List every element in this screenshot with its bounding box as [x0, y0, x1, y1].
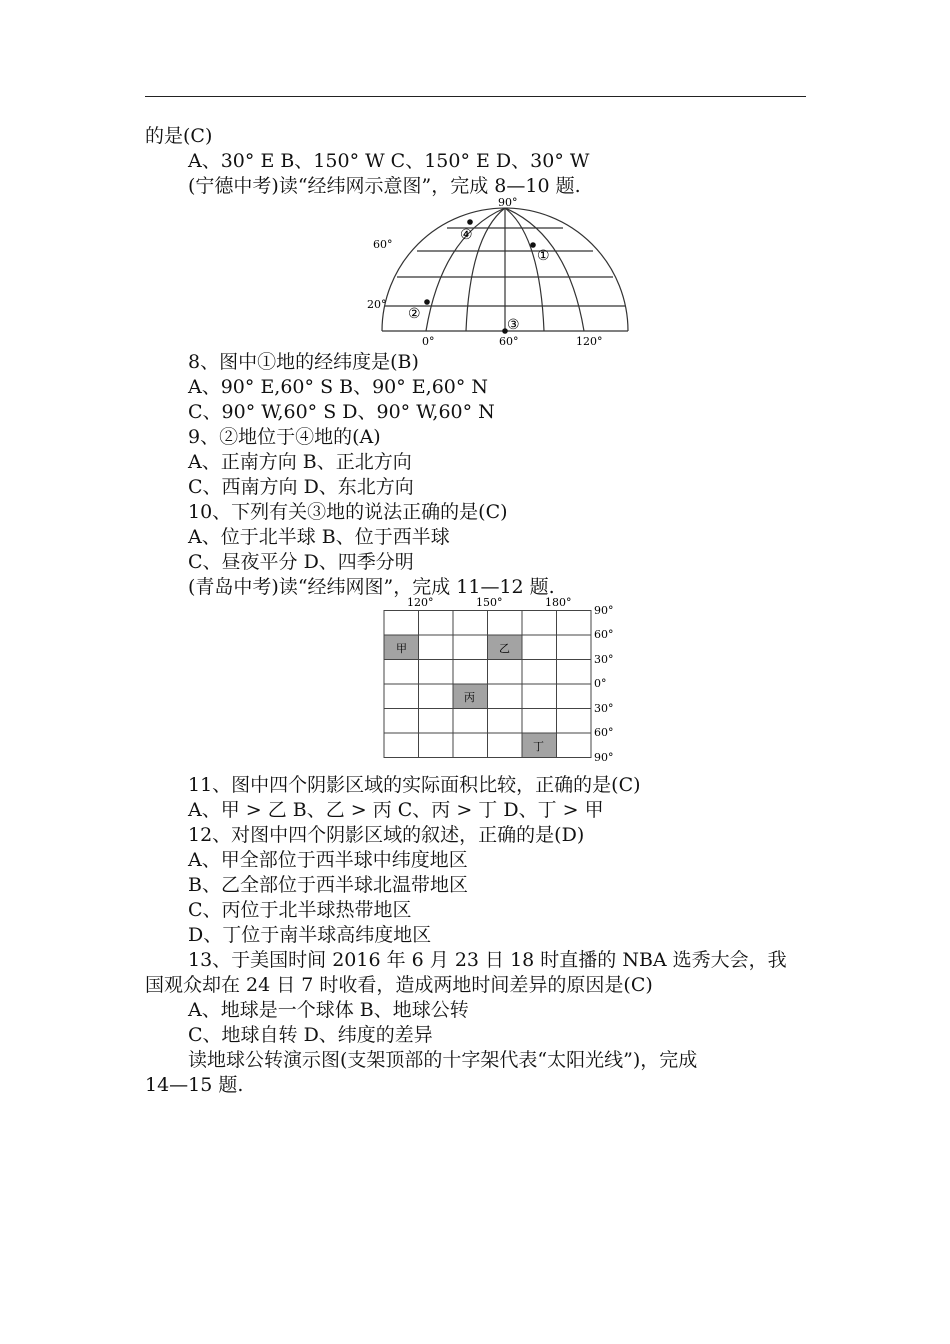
point-4-dot — [467, 219, 473, 225]
text-line: 读地球公转演示图(支架顶部的十字架代表“太阳光线”)，完成 — [188, 1049, 698, 1071]
lon-label-0: 0° — [422, 335, 435, 348]
text-line: A、90° E,60° S B、90° E,60° N — [188, 376, 489, 398]
lat-label-90: 90° — [498, 196, 518, 209]
text-line: 12、对图中四个阴影区域的叙述，正确的是(D) — [188, 824, 585, 846]
lon-label-120: 120° — [576, 335, 603, 348]
text-line: C、西南方向 D、东北方向 — [188, 476, 414, 498]
point-3-label: ③ — [507, 317, 520, 333]
lon-label-60: 60° — [499, 335, 519, 348]
text-line: A、甲全部位于西半球中纬度地区 — [188, 849, 468, 871]
graticule-grid-figure — [378, 595, 648, 767]
text-line: 11、图中四个阴影区域的实际面积比较，正确的是(C) — [188, 774, 641, 796]
point-2-dot — [424, 299, 430, 305]
text-line: A、正南方向 B、正北方向 — [188, 451, 412, 473]
cell-label-ding: 丁 — [533, 740, 544, 753]
cell-label-yi: 乙 — [499, 642, 510, 655]
text-line: A、位于北半球 B、位于西半球 — [188, 526, 450, 548]
text-line: B、乙全部位于西半球北温带地区 — [188, 874, 468, 896]
text-line: C、昼夜平分 D、四季分明 — [188, 551, 414, 573]
text-line: A、地球是一个球体 B、地球公转 — [188, 999, 469, 1021]
point-1-label: ① — [537, 248, 550, 264]
text-line: C、地球自转 D、纬度的差异 — [188, 1024, 433, 1046]
text-line: C、丙位于北半球热带地区 — [188, 899, 412, 921]
text-line: C、90° W,60° S D、90° W,60° N — [188, 401, 495, 423]
text-line: A、30° E B、150° W C、150° E D、30° W — [188, 150, 590, 172]
text-line: 国观众却在 24 日 7 时收看，造成两地时间差异的原因是(C) — [145, 974, 653, 996]
meridian-line — [505, 208, 544, 331]
header-rule — [145, 96, 806, 97]
lat-label: 30° — [594, 702, 614, 715]
lat-label: 60° — [594, 628, 614, 641]
cell-label-bing: 丙 — [464, 691, 475, 704]
text-line: A、甲 > 乙 B、乙 > 丙 C、丙 > 丁 D、丁 > 甲 — [188, 799, 604, 821]
lat-label-60: 60° — [373, 238, 393, 251]
text-line: 的是(C) — [145, 125, 213, 147]
lat-label: 30° — [594, 653, 614, 666]
lat-label: 60° — [594, 726, 614, 739]
point-4-label: ④ — [460, 227, 473, 243]
text-line: 13、于美国时间 2016 年 6 月 23 日 18 时直播的 NBA 选秀大会，我 — [188, 949, 787, 971]
lat-label: 90° — [594, 751, 614, 764]
meridian-line — [505, 208, 584, 331]
text-line: 9、②地位于④地的(A) — [188, 426, 381, 448]
point-2-label: ② — [408, 306, 421, 322]
point-1-dot — [530, 242, 536, 248]
text-line: 8、图中①地的经纬度是(B) — [188, 351, 419, 373]
text-line: (宁德中考)读“经纬网示意图”，完成 8—10 题. — [188, 175, 581, 197]
lat-label: 0° — [594, 677, 607, 690]
lon-label-180: 180° — [545, 596, 572, 609]
lat-label: 90° — [594, 604, 614, 617]
graticule-hemisphere-figure — [367, 195, 640, 350]
lon-label-150: 150° — [476, 596, 503, 609]
lon-label-120: 120° — [407, 596, 434, 609]
lat-label-20: 20° — [367, 298, 387, 311]
cell-label-jia: 甲 — [396, 642, 407, 655]
text-line: (青岛中考)读“经纬网图”，完成 11—12 题. — [188, 576, 555, 598]
text-line: 10、下列有关③地的说法正确的是(C) — [188, 501, 508, 523]
text-line: D、丁位于南半球高纬度地区 — [188, 924, 432, 946]
text-line: 14—15 题. — [145, 1074, 244, 1096]
